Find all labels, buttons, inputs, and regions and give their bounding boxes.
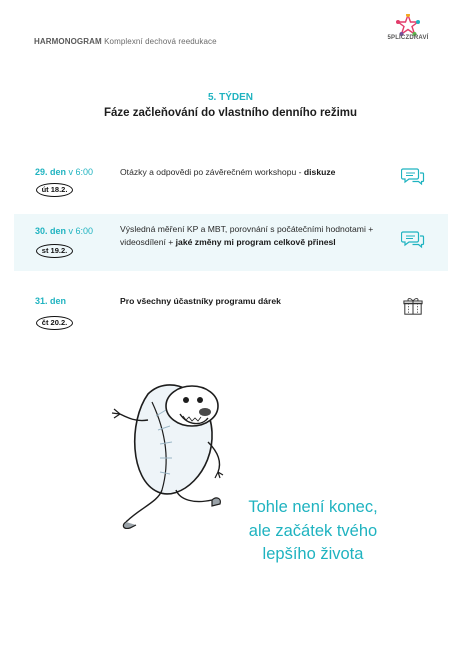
date-badge: út 18.2.: [36, 183, 73, 197]
row-text-bold: Pro všechny účastníky programu dárek: [120, 296, 281, 306]
day-number: 30. den: [35, 226, 67, 236]
header-brand: HARMONOGRAM: [34, 37, 102, 46]
chat-bubbles-icon: [401, 230, 425, 250]
day-label: [35, 226, 93, 236]
schedule-row: [14, 290, 448, 334]
chat-bubbles-icon: [401, 167, 425, 187]
document-header: [34, 37, 217, 46]
brand-logo: [384, 14, 432, 44]
row-description: [120, 223, 378, 249]
closing-line: ale začátek tvého: [248, 521, 378, 540]
week-label: 5. TÝDEN: [207, 92, 253, 103]
date-badge: čt 20.2.: [36, 316, 73, 330]
phase-title: Fáze začleňování do vlastního denního režimu: [103, 107, 358, 119]
closing-line: Tohle není konec,: [248, 498, 378, 516]
row-text: Otázky a odpovědi po závěrečném workshopu -: [120, 167, 304, 177]
row-description: [120, 166, 378, 179]
row-text-bold: jaké změny mi program celkově přinesl: [175, 237, 336, 247]
day-time: v 6:00: [68, 226, 94, 236]
row-text: Výsledná měření KP a MBT, porovnání s počátečními hodnotami + videosdílení +: [120, 224, 374, 247]
schedule-row: [14, 158, 448, 200]
closing-motto: [218, 496, 408, 567]
day-number: 31. den: [35, 296, 67, 306]
gift-icon: [401, 296, 425, 316]
closing-line: lepšího života: [262, 545, 364, 563]
day-number: 29. den: [35, 167, 67, 177]
logo-text: 5PLÍCZDRAVÍ: [387, 35, 429, 41]
row-description: [120, 295, 378, 308]
row-text-bold: diskuze: [303, 167, 336, 177]
logo-star-icon: [384, 14, 432, 36]
header-subtitle: Komplexní dechová reedukace: [104, 37, 217, 46]
schedule-row: [14, 214, 448, 271]
date-badge: st 19.2.: [36, 244, 73, 258]
day-label: [35, 296, 66, 306]
day-label: [35, 167, 93, 177]
day-time: v 6:00: [68, 167, 94, 177]
